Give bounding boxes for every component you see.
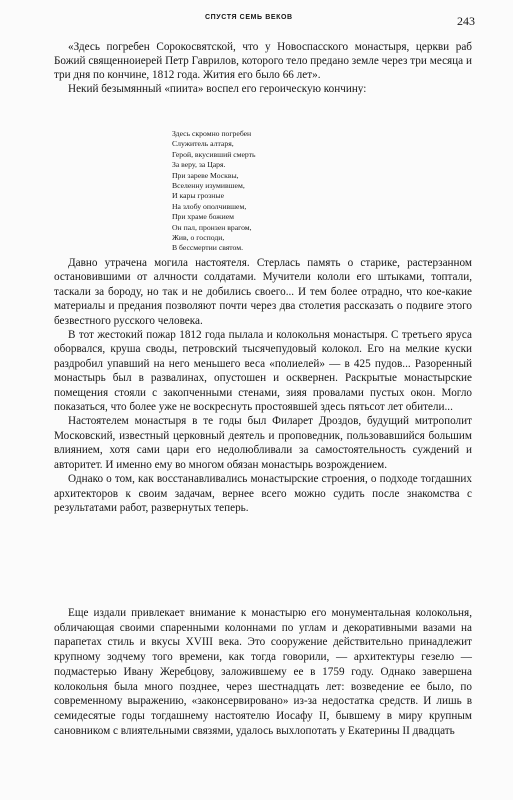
poem-line: При храме божием <box>172 212 234 222</box>
paragraph: «Здесь погребен Сорокосвятской, что у Новоспасского монастыря, церкви раб Божий священноиерей Петр Гаврилов, которого тело предано земле через три месяца и три дня по кончине, 1812 года. Жития его было 66 лет». <box>54 41 472 82</box>
poem-line: При зареве Москвы, <box>172 170 239 180</box>
poem-line: Служитель алтаря, <box>172 139 234 149</box>
paragraph: В тот жестокий пожар 1812 года пылала и колокольня монастыря. С третьего яруса оборвался, круша своды, петровский тысячепудовый колокол. Его на мелкие куски раздробил упавший на него меньшего веса «полиелей» — в 425 пудов... Разоренный монастырь был в развалинах, опустошен и осквернен. Раскрытые монастырские помещения стояли с закопченными стенами, зияя провалами пустых окон. Могло показаться, что более уже не воскреснуть простоявшей здесь пятьсот лет обители... <box>54 329 472 414</box>
paragraph: Давно утрачена могила настоятеля. Стерлась память о старике, растерзанном остановившими от алчности солдатами. Мучители кололи его штыками, топтали, таскали за бороду, но так и не добились своего... И тем более отрадно, что кое-какие материалы и предания позволяют почти через два столетия рассказать о подвиге этого безвестного русского человека. <box>54 257 472 327</box>
poem-line: За веру, за Царя. <box>172 160 226 170</box>
page-number: 243 <box>457 14 475 28</box>
poem-line: И кары грозные <box>172 191 225 201</box>
paragraph: Настоятелем монастыря в те годы был Филарет Дроздов, будущий митрополит Московский, известный церковный деятель и проповедник, пользовавшийся большим влиянием, хотя сами цари его недолюбливали за самостоятельность суждений и авторитет. И именно ему во многом обязан монастырь возрождением. <box>54 415 472 471</box>
paragraph: Еще издали привлекает внимание к монастырю его монументальная колокольня, обличающая своими спаренными колоннами по углам и декоративными вазами на парапетах стиль и вкусы XVIII века. Это сооружение действительно принадлежит крупному зодчему того времени, как тогда говорили, — архитектуры гезелю — подмастерью Ивану Жеребцову, заложившему ее в 1759 году. Однако завершена колокольня была много позднее, через шестнадцать лет: возведение ее было, по современному выражению, «законсервировано» из-за недостатка средств. И лишь в семидесятые годы тогдашнему настоятелю Иосафу II, бывшему в миру крупным сановником с влиятельными связями, удалось выхлопотать у Екатерины II двадцать <box>54 607 472 737</box>
poem-line: В бессмертии святом. <box>172 243 244 253</box>
poem-line: Он пал, пронзен врагом, <box>172 222 252 232</box>
poem-line: Герой, вкусивший смерть <box>172 149 256 159</box>
poem-line: Здесь скромно погребен <box>172 129 252 138</box>
text-block-bell-tower <box>54 606 472 738</box>
text-block-history <box>54 256 472 515</box>
paragraph: Однако о том, как восстанавливались монастырские строения, о подходе тогдашних архитекторов к своим задачам, вернее всего можно судить после знакомства с результатами работ, развернутых теперь. <box>54 473 472 514</box>
poem <box>172 129 256 254</box>
running-title: СПУСТЯ СЕМЬ ВЕКОВ <box>205 14 293 21</box>
poem-line: Жив, о господи, <box>172 233 225 243</box>
paragraph: Некий безымянный «пиита» воспел его героическую кончину: <box>68 83 367 96</box>
text-block-epitaph <box>54 40 472 96</box>
poem-line: Вселенну изумившем, <box>172 181 245 191</box>
poem-line: На злобу ополчившем, <box>172 201 247 211</box>
